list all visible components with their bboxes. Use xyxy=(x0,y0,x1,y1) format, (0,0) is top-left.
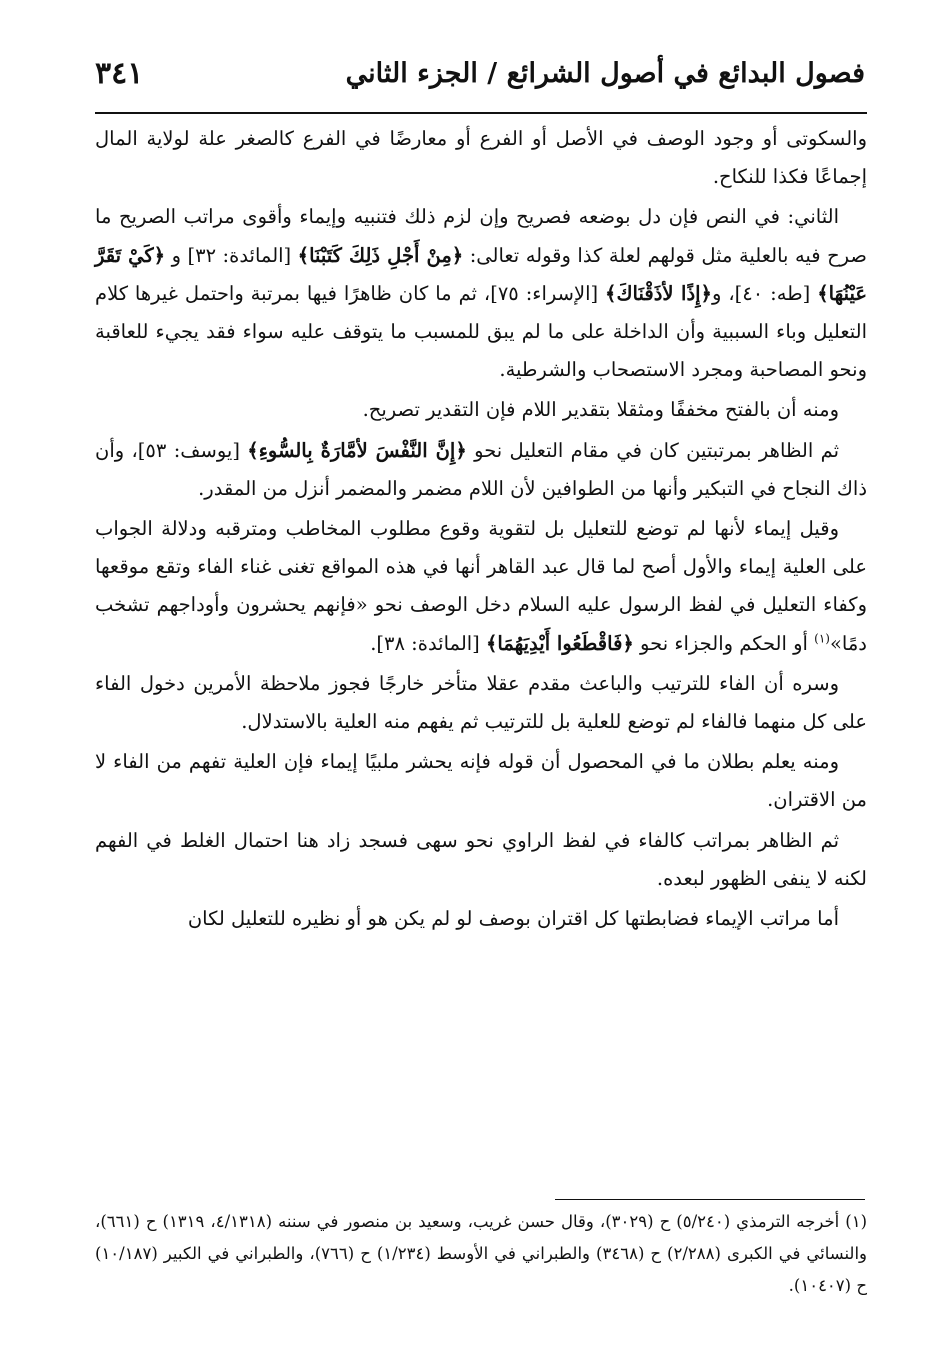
footnote-reference: (١) xyxy=(814,631,830,646)
paragraph xyxy=(95,900,867,938)
page-header xyxy=(95,52,865,108)
quran-verse: ﴿إِذًا لأذَقْنَاكَ﴾ xyxy=(605,281,712,305)
paragraph-text: [طه: ٤٠]، و xyxy=(711,281,818,305)
main-text xyxy=(95,120,867,938)
paragraph xyxy=(95,665,867,741)
paragraph-text: [الإسراء: ٧٥]، ثم ما كان ظاهرًا فيها بمرتبة واحتمل غيرها كلام التعليل وباء السببية وأن الداخلة على ما لم يبق للمسبب ما يتوقف عليه سواء فقد يجيء للعاقبة ونحو المصاحبة ومجرد الاستصحاب والشرطية. xyxy=(95,281,867,382)
quran-verse: ﴿فَاقْطَعُوا أَيْدِيَهُمَا﴾ xyxy=(485,631,634,655)
header-divider xyxy=(95,112,867,114)
paragraph xyxy=(95,391,867,429)
quran-verse: ﴿كَيْ تَقَرَّ عَيْنُهَا﴾ xyxy=(95,243,867,305)
paragraph-text: وقيل إيماء لأنها لم توضع للتعليل بل لتقوية وقوع مطلوب المخاطب ومترقبه ودلالة الجواب على العلية إيماء والأول أصح لما قال عبد القاهر أنها في هذه المواقع تغنى غناء الفاء وتقع موقعها وكفاء التعليل في لفظ الرسول عليه السلام دخل الوصف نحو «فإنهم يحشرون وأوداجهم تشخب دمًا» xyxy=(95,517,867,655)
paragraph xyxy=(95,743,867,819)
paragraph-text: [يوسف: ٥٣]، وأن ذاك النجاح في التبكير وأنها من الطوافين لأن اللام مضمر والمضمر أنزل من المقدر. xyxy=(95,438,867,500)
paragraph-text: والسكوتى أو وجود الوصف في الأصل أو الفرع أو معارضًا في الفرع كالصغر علة لولاية المال إجماعًا فكذا للنكاح. xyxy=(95,127,867,189)
paragraph xyxy=(95,198,867,389)
quran-verse: ﴿مِنْ أَجْلِ ذَلِكَ كَتَبْنَا﴾ xyxy=(297,243,464,267)
paragraph xyxy=(95,822,867,898)
paragraph-text: ثم الظاهر بمراتب كالفاء في لفظ الراوي نحو سهى فسجد زاد هنا احتمال الغلط في الفهم لكنه لا ينفى الظهور لبعده. xyxy=(95,828,867,890)
paragraph-text: ومنه أن بالفتح مخففًا ومثقلا بتقدير اللام فإن التقدير تصريح. xyxy=(362,398,839,422)
paragraph-text: [المائدة: ٣٢] و xyxy=(165,243,298,267)
paragraph xyxy=(95,432,867,508)
quran-verse: ﴿إِنَّ النَّفْسَ لأمَّارَةٌ بِالسُّوءِ﴾ xyxy=(247,438,467,462)
paragraph-text: [المائدة: ٣٨]. xyxy=(370,631,486,655)
footnote-divider xyxy=(555,1199,865,1200)
paragraph xyxy=(95,510,867,663)
paragraph-text: ومنه يعلم بطلان ما في المحصول أن قوله فإنه يحشر ملبيًا إيماء فإن العلية تفهم من الفاء لا من الاقتران. xyxy=(95,750,867,812)
running-title: فصول البدائع في أصول الشرائع / الجزء الثاني xyxy=(345,58,865,89)
paragraph-text: وسره أن الفاء للترتيب والباعث مقدم عقلا متأخر خارجًا فجوز ملاحظة الأمرين دخول الفاء على كل منهما فالفاء لم توضع للعلية بل للترتيب ثم يفهم منه العلية بالاستدلال. xyxy=(95,671,867,734)
paragraph xyxy=(95,120,867,196)
footnotes xyxy=(95,1206,867,1302)
paragraph-text: ثم الظاهر بمرتبتين كان في مقام التعليل نحو xyxy=(466,438,839,462)
paragraph-text: أما مراتب الإيماء فضابطتها كل اقتران بوصف لو لم يكن هو أو نظيره للتعليل لكان xyxy=(187,907,839,931)
page-number: ٣٤١ xyxy=(95,56,144,91)
paragraph-text: أو الحكم والجزاء نحو xyxy=(633,631,815,655)
paragraph-text: الثاني: في النص فإن دل بوضعه فصريح وإن لزم ذلك فتنبيه وإيماء وأقوى مراتب الصريح ما صرح فيه بالعلية مثل قولهم لعلة كذا وقوله تعالى: xyxy=(95,205,867,267)
footnote: (١) أخرجه الترمذي (٥/٢٤٠) ح (٣٠٢٩)، وقال حسن غريب، وسعيد بن منصور في سننه (٤/١٣١٨، ١٣١٩) ح (٦٦١)، والنسائي في الكبرى (٢/٢٨٨) ح (٣٤٦٨) والطبراني في الأوسط (١/٢٣٤) ح (٧٦٦)، والطبراني في الكبير (١٠/١٨٧) ح (١٠٤٠٧). xyxy=(95,1212,868,1295)
